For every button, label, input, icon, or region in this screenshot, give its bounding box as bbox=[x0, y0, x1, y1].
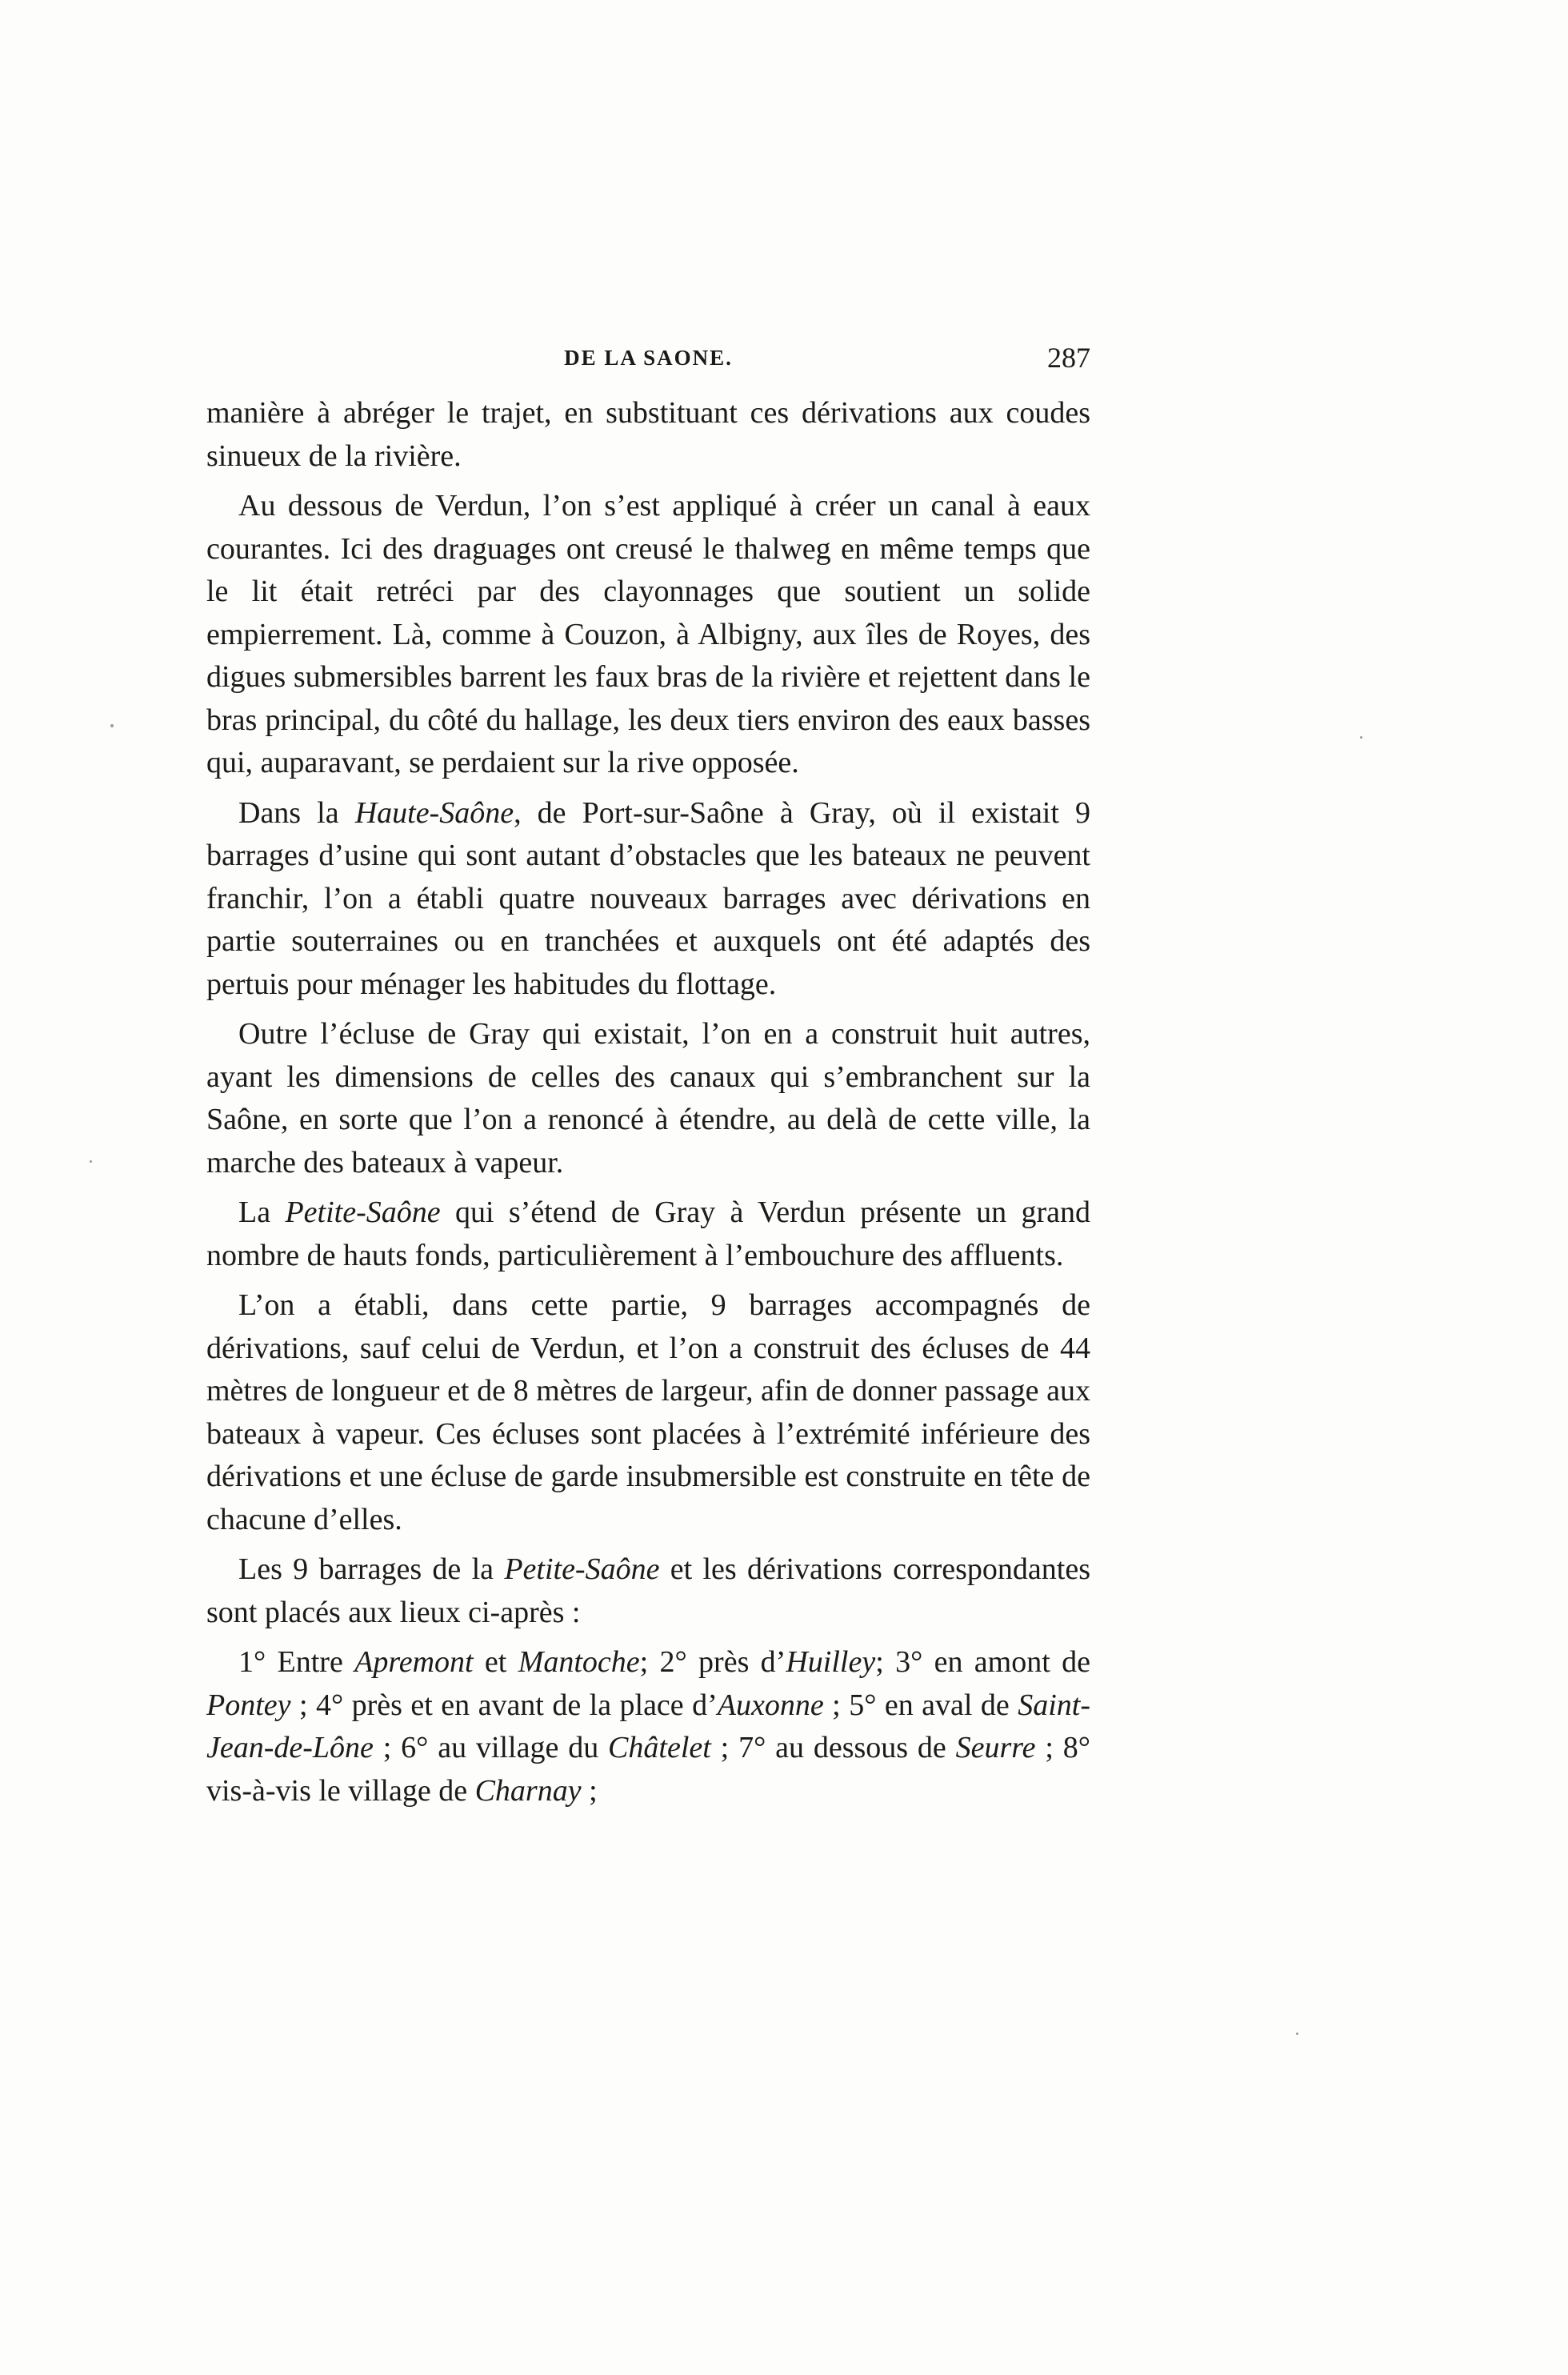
paragraph-8-text-j: ; 8° vis-à-vis le village de bbox=[206, 1731, 1090, 1808]
place-haute-saone: Haute-Saône bbox=[354, 795, 514, 830]
place-petite-saone: Petite-Saône bbox=[285, 1196, 441, 1229]
place-apremont: Apremont bbox=[354, 1645, 474, 1679]
paper-speck bbox=[90, 1160, 92, 1163]
paragraph-5 bbox=[206, 1192, 1090, 1277]
paragraph-5-text-a: La bbox=[238, 1196, 286, 1229]
paragraph-8-text-d: ; 3° en amont de bbox=[875, 1645, 1090, 1679]
page-number: 287 bbox=[1047, 342, 1090, 374]
paragraph-7-text-b: et les dérivations correspondantes sont placés aux lieux ci-après : bbox=[206, 1552, 1091, 1629]
paper-speck bbox=[110, 724, 114, 727]
paragraph-8-text-g: ; 6° au village du bbox=[373, 1731, 609, 1764]
place-chatelet: Châtelet bbox=[608, 1731, 711, 1764]
paragraph-6: L’on a établi, dans cette partie, 9 barrages accompagnés de dérivations, sauf celui de Verdun, et l’on a construit des écluses de 44 mètres de longueur et de 8 mètres de largeur, afin de donner passage aux bateaux à vapeur. Ces écluses sont placées à l’extrémité inférieure des dérivations et une écluse de garde insubmersible est construite en tête de chacune d’elles. bbox=[206, 1288, 1090, 1536]
place-charnay: Charnay bbox=[474, 1773, 582, 1808]
paragraph-3-text-b: , de Port-sur-Saône à Gray, où il existait 9 barrages d’usine qui sont autant d’obstacles que les bateaux ne peuvent franchir, l’on a établi quatre nouveaux barrages avec dérivations en partie souterraines ou en tranchées et auxquels ont été adaptés des pertuis pour ménager les habitudes du flottage. bbox=[206, 795, 1090, 1001]
paragraph-7-text-a: Les 9 barrages de la bbox=[238, 1552, 505, 1586]
paragraph-8-text-b: et bbox=[473, 1645, 518, 1679]
place-huilley: Huilley bbox=[786, 1645, 876, 1679]
place-petite-saone-2: Petite-Saône bbox=[504, 1552, 660, 1586]
place-pontey: Pontey bbox=[206, 1688, 291, 1722]
paragraph-4: Outre l’écluse de Gray qui existait, l’on en a construit huit autres, ayant les dimensions de celles des canaux qui s’embranchent sur la Saône, en sorte que l’on a renoncé à étendre, au delà de cette ville, la marche des bateaux à vapeur. bbox=[206, 1017, 1090, 1179]
paragraph-1: manière à abréger le trajet, en substituant ces dérivations aux coudes sinueux de la rivière. bbox=[206, 396, 1090, 473]
running-head: DE LA SAONE. bbox=[564, 346, 733, 370]
paragraph-8-text-k: ; bbox=[581, 1773, 598, 1808]
paragraph-3 bbox=[206, 792, 1090, 1007]
paragraph-8 bbox=[206, 1641, 1090, 1812]
page-header bbox=[206, 342, 1090, 386]
body-text bbox=[206, 392, 1090, 1820]
paragraph-5-text-b: qui s’étend de Gray à Verdun présente un grand nombre de hauts fonds, particulièrement à l’embouchure des affluents. bbox=[206, 1196, 1091, 1272]
paragraph-8-text-a: 1° Entre bbox=[238, 1645, 355, 1679]
paragraph-3-text-a: Dans la bbox=[238, 795, 355, 830]
place-saint-jean-de-lone: Saint-Jean-de-Lône bbox=[206, 1688, 1090, 1764]
place-auxonne: Auxonne bbox=[717, 1688, 824, 1722]
place-mantoche: Mantoche bbox=[518, 1645, 640, 1679]
paragraph-7 bbox=[206, 1548, 1090, 1634]
paper-speck bbox=[1360, 736, 1362, 739]
paragraph-8-text-c: ; 2° près d’ bbox=[639, 1645, 786, 1679]
paragraph-8-text-e: ; 4° près et en avant de la place d’ bbox=[290, 1688, 718, 1722]
paragraph-2: Au dessous de Verdun, l’on s’est appliqué à créer un canal à eaux courantes. Ici des draguages ont creusé le thalweg en même temps que le lit était retréci par des clayonnages que soutient un solide empierrement. Là, comme à Couzon, à Albigny, aux îles de Royes, des digues submersibles barrent les faux bras de la rivière et rejettent dans le bras principal, du côté du hallage, les deux tiers environ des eaux basses qui, auparavant, se perdaient sur la rive opposée. bbox=[206, 489, 1090, 779]
paragraph-8-text-h: ; 7° au dessous de bbox=[710, 1731, 956, 1764]
paper-speck bbox=[1296, 2033, 1298, 2035]
place-seurre: Seurre bbox=[955, 1731, 1036, 1764]
paragraph-8-text-f: ; 5° en aval de bbox=[823, 1688, 1018, 1722]
